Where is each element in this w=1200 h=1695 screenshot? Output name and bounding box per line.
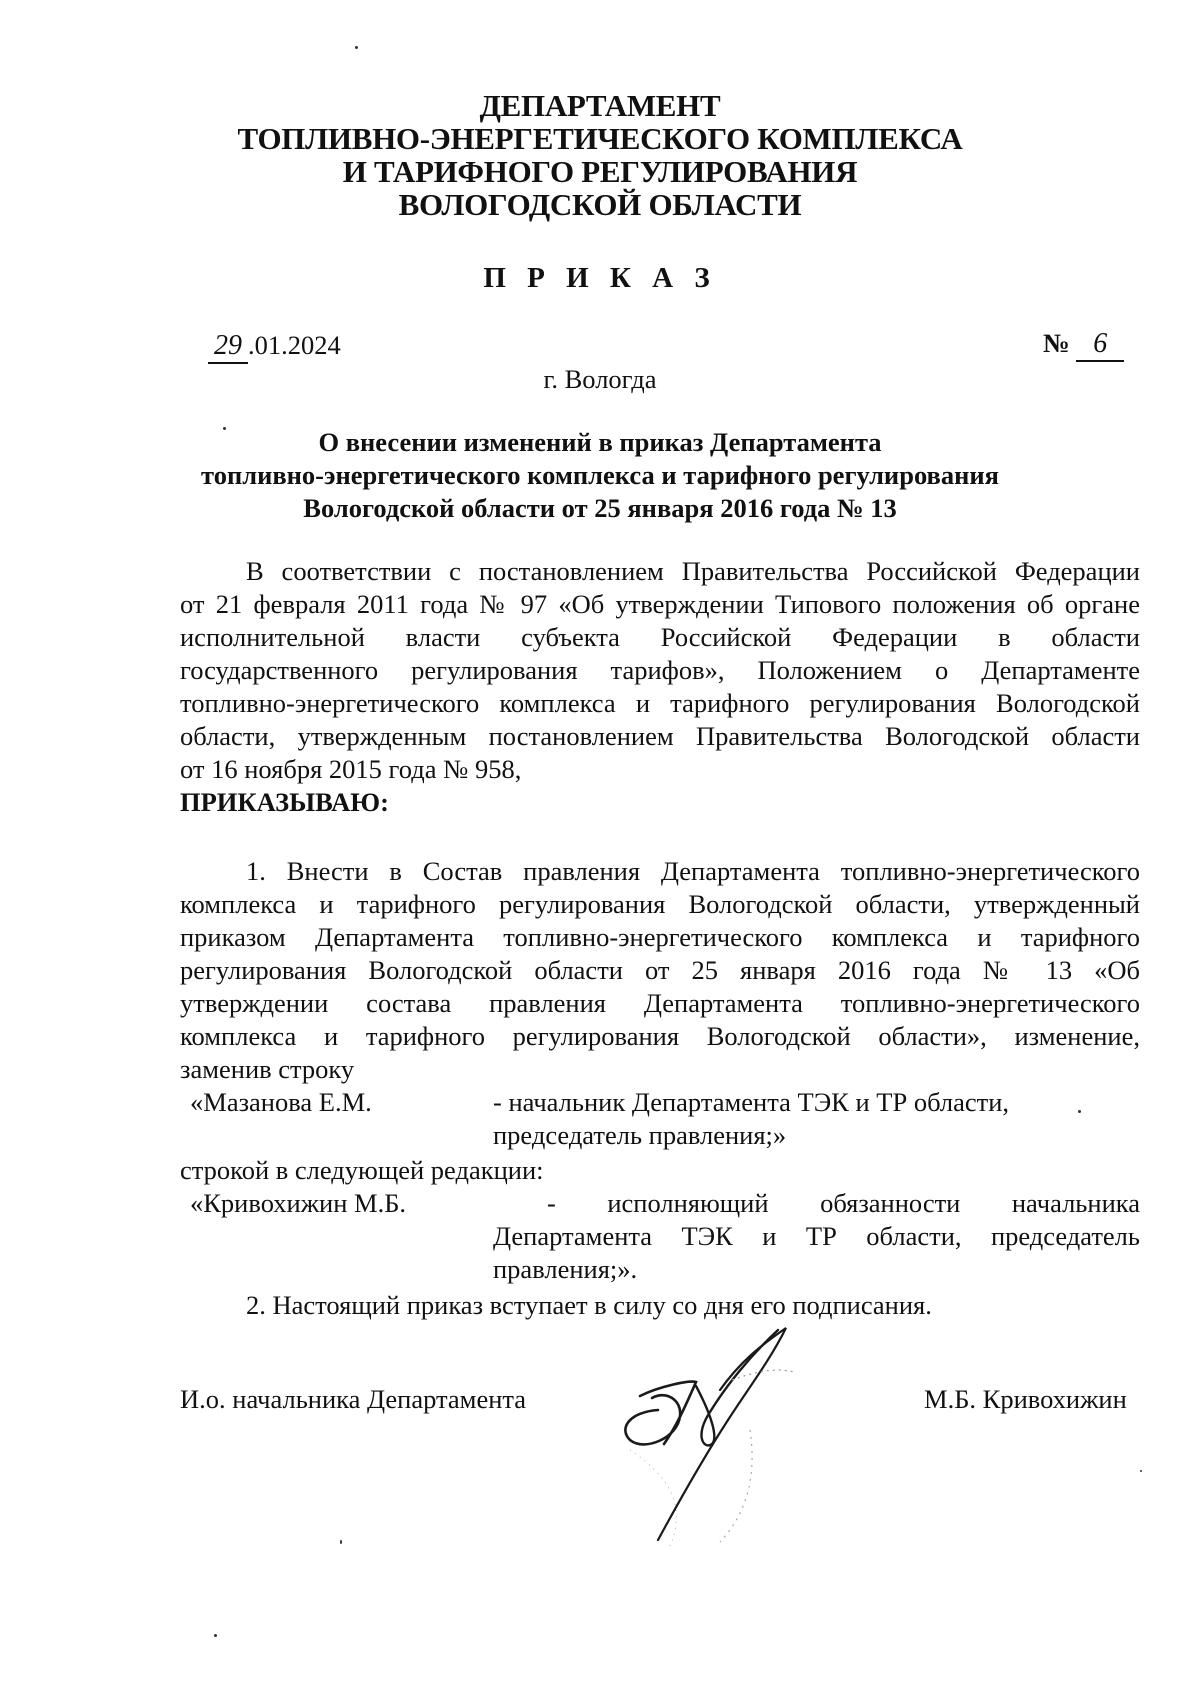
item1-line-2: комплекса и тарифного регулирования Вологодской области, утвержденный (180, 889, 1140, 919)
header-line-4: ВОЛОГОДСКОЙ ОБЛАСТИ (398, 187, 802, 222)
scan-speck (355, 46, 358, 49)
document-date (208, 330, 341, 364)
item1-line-5: утверждении состава правления Департамента топливно-энергетического (180, 988, 1140, 1018)
new-entry-role-2: Департамента ТЭК и ТР области, председатель (493, 1221, 1140, 1251)
old-entry-role-1: - начальник Департамента ТЭК и ТР области, (493, 1087, 1010, 1117)
old-entry-name: «Мазанова Е.М. (190, 1087, 372, 1117)
item1-line-6: комплекса и тарифного регулирования Вологодской области», изменение, (180, 1021, 1140, 1051)
number-value: 6 (1076, 328, 1124, 362)
preamble-line-4: государственного регулирования тарифов», Положением о Департаменте (180, 655, 1140, 685)
header-line-2: ТОПЛИВНО-ЭНЕРГЕТИЧЕСКОГО КОМПЛЕКСА (237, 121, 963, 156)
item1-line-7: заменив строку (180, 1054, 355, 1084)
preamble-line-6: области, утвержденным постановлением Правительства Вологодской области (180, 721, 1140, 751)
preamble-line-1: В соответствии с постановлением Правительства Российской Федерации (246, 556, 1140, 586)
subject-line-2: топливно-энергетического комплекса и тарифного регулирования (201, 460, 999, 490)
item1-line-4: регулирования Вологодской области от 25 января 2016 года № 13 «Об (180, 955, 1140, 985)
preamble-line-7: от 16 ноября 2015 года № 958, (180, 754, 522, 784)
signatory-position: И.о. начальника Департамента (180, 1384, 527, 1414)
item1-line-1: 1. Внести в Состав правления Департамента топливно-энергетического (246, 856, 1140, 886)
city: г. Вологда (543, 364, 657, 394)
old-entry-role-2: председатель правления;» (493, 1120, 787, 1150)
scan-speck (214, 1634, 217, 1637)
document-title: П Р И К А З (483, 262, 717, 294)
new-entry-role-1: - исполняющий обязанности начальника (547, 1188, 1140, 1218)
item1-line-3: приказом Департамента топливно-энергетического комплекса и тарифного (180, 922, 1140, 952)
new-entry-role-3: правления;». (493, 1254, 638, 1284)
scan-speck (1140, 1470, 1142, 1472)
new-entry-intro: строкой в следующей редакции: (180, 1155, 544, 1185)
document-number (1043, 328, 1124, 362)
date-day: 29 (208, 330, 248, 364)
scan-speck (340, 1540, 342, 1544)
subject-line-3: Вологодской области от 25 января 2016 года № 13 (303, 493, 897, 523)
new-entry-name: «Кривохижин М.Б. (190, 1188, 407, 1218)
scan-speck (223, 427, 226, 430)
number-label: № (1043, 328, 1070, 358)
handwritten-signature (600, 1320, 820, 1550)
signatory-name: М.Б. Кривохижин (924, 1384, 1127, 1414)
preamble-line-5: топливно-энергетического комплекса и тарифного регулирования Вологодской (180, 688, 1140, 718)
scan-speck (1078, 1110, 1081, 1113)
order-word: ПРИКАЗЫВАЮ: (180, 787, 389, 817)
subject-line-1: О внесении изменений в приказ Департамента (318, 427, 882, 457)
preamble-line-2: от 21 февраля 2011 года № 97 «Об утверждении Типового положения об органе (180, 589, 1140, 619)
preamble-line-3: исполнительной власти субъекта Российской Федерации в области (180, 622, 1140, 652)
header-line-1: ДЕПАРТАМЕНТ (479, 88, 721, 123)
item2: 2. Настоящий приказ вступает в силу со дня его подписания. (246, 1290, 932, 1320)
header-line-3: И ТАРИФНОГО РЕГУЛИРОВАНИЯ (342, 154, 858, 189)
date-rest: .01.2024 (248, 330, 341, 360)
